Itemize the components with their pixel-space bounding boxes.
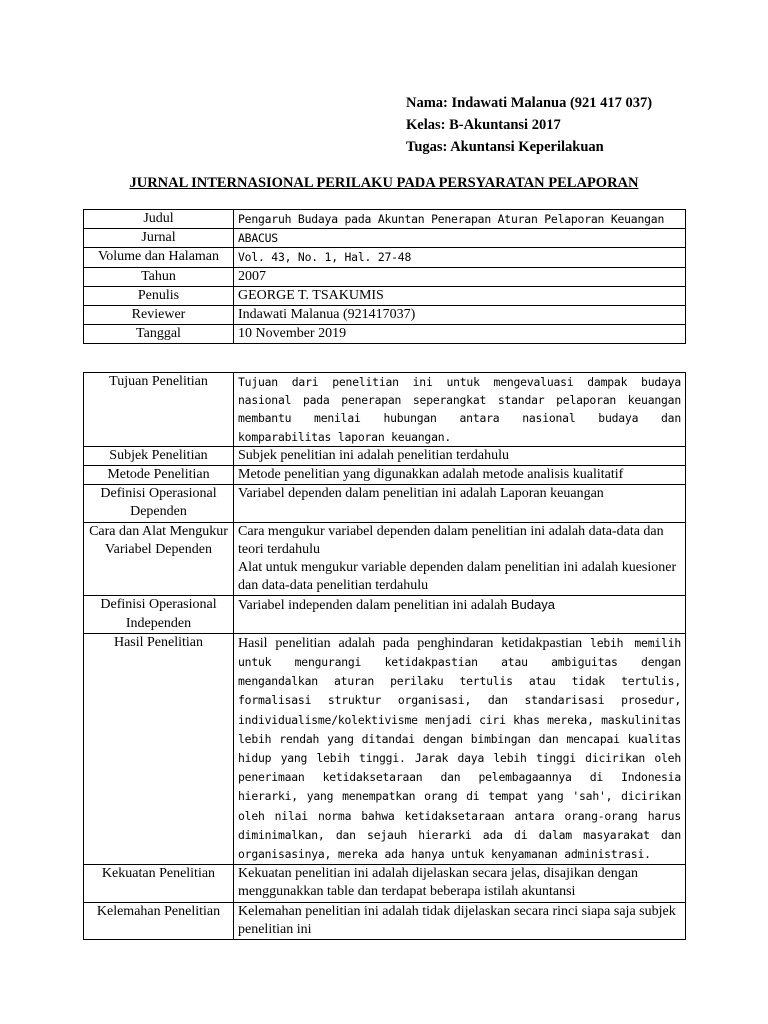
row-value: Vol. 43, No. 1, Hal. 27-48 <box>234 248 686 267</box>
row-value: Variabel dependen dalam penelitian ini adalah Laporan keuangan <box>234 485 686 522</box>
table-row <box>84 248 686 267</box>
row-label: Reviewer <box>84 306 234 325</box>
table-row <box>84 485 686 522</box>
measure-method-text: Cara mengukur variabel dependen dalam penelitian ini adalah data-data dan teori terdahulu <box>238 523 664 557</box>
row-label: Volume dan Halaman <box>84 248 234 267</box>
row-value: Kekuatan penelitian ini adalah dijelaskan secara jelas, disajikan dengan menggunakkan table dan terdapat beberapa istilah akuntansi <box>234 865 686 902</box>
row-value: 2007 <box>234 267 686 286</box>
independent-variable: Budaya <box>510 597 555 613</box>
row-label: Cara dan Alat Mengukur Variabel Dependen <box>84 522 234 596</box>
table-row <box>84 522 686 596</box>
table-row <box>84 466 686 485</box>
row-value: Metode penelitian yang digunakkan adalah metode analisis kualitatif <box>234 466 686 485</box>
row-value: Kelemahan penelitian ini adalah tidak dijelaskan secara rinci siapa saja subjek penelitian ini <box>234 902 686 939</box>
table-row <box>84 267 686 286</box>
row-label: Tujuan Penelitian <box>84 373 234 447</box>
row-label: Tahun <box>84 267 234 286</box>
row-label: Hasil Penelitian <box>84 633 234 864</box>
author-name: Nama: Indawati Malanua (921 417 037) <box>406 95 653 111</box>
row-label: Definisi Operasional Independen <box>84 596 234 633</box>
row-label: Jurnal <box>84 229 234 248</box>
assignment-title: Tugas: Akuntansi Keperilakuan <box>406 139 604 155</box>
measure-tool-text: Alat untuk mengukur variable dependen dalam penelitian ini adalah kuesioner dan data-data penelitian terdahulu <box>238 560 677 594</box>
result-text-lead: Hasil penelitian adalah pada penghindaran ketidakpastian <box>238 635 591 651</box>
row-value: Pengaruh Budaya pada Akuntan Penerapan Aturan Pelaporan Keuangan <box>234 210 686 229</box>
result-text-body: lebih memilih untuk mengurangi ketidakpastian atau ambiguitas dengan mengandalkan aturan perilaku tertulis atau tidak tertulis, formalisasi struktur organisasi, dan standarisasi prosedur, individualisme/kolektivisme menjadi ciri khas mereka, maskulinitas lebih rendah yang ditandai dengan bimbingan dan mencapai kualitas hidup yang lebih tinggi. Jarak daya lebih tinggi dicirikan oleh penerimaan ketidaksetaraan dan pelembagaannya di Indonesia hierarki, yang menempatkan orang di tempat yang 'sah', dicirikan oleh nilai norma bahwa ketidaksetaraan antara orang-orang harus diminimalkan, dan sejauh hierarki ada di dalam masyarakat dan organisasinya, mereka ada hanya untuk kenyamanan administrasi. <box>238 635 681 862</box>
row-label: Judul <box>84 210 234 229</box>
author-header <box>406 92 652 158</box>
table-row <box>84 229 686 248</box>
table-row <box>84 210 686 229</box>
row-label: Metode Penelitian <box>84 466 234 485</box>
table-row <box>84 902 686 939</box>
table-row <box>84 596 686 633</box>
table-row <box>84 446 686 465</box>
table-row <box>84 373 686 447</box>
review-table <box>83 372 686 940</box>
row-label: Definisi Operasional Dependen <box>84 485 234 522</box>
table-row <box>84 286 686 305</box>
journal-info-table <box>83 209 686 344</box>
row-value <box>234 596 686 633</box>
row-label: Subjek Penelitian <box>84 446 234 465</box>
row-value <box>234 633 686 864</box>
table-row <box>84 633 686 864</box>
row-label: Kekuatan Penelitian <box>84 865 234 902</box>
table-row <box>84 865 686 902</box>
row-value <box>234 522 686 596</box>
author-class: Kelas: B-Akuntansi 2017 <box>406 117 561 133</box>
row-value: Indawati Malanua (921417037) <box>234 306 686 325</box>
document-title: JURNAL INTERNASIONAL PERILAKU PADA PERSYARATAN PELAPORAN <box>129 175 639 191</box>
row-value: ABACUS <box>234 229 686 248</box>
row-value: Subjek penelitian ini adalah penelitian terdahulu <box>234 446 686 465</box>
row-value: GEORGE T. TSAKUMIS <box>234 286 686 305</box>
row-label: Tanggal <box>84 325 234 344</box>
independent-text: Variabel independen dalam penelitian ini adalah <box>238 598 511 614</box>
row-label: Penulis <box>84 286 234 305</box>
row-label: Kelemahan Penelitian <box>84 902 234 939</box>
row-value: Tujuan dari penelitian ini untuk mengevaluasi dampak budaya nasional pada penerapan seperangkat standar pelaporan keuangan membantu menilai hubungan antara nasional budaya dan komparabilitas laporan keuangan. <box>234 373 686 447</box>
table-row <box>84 306 686 325</box>
table-row <box>84 325 686 344</box>
row-value: 10 November 2019 <box>234 325 686 344</box>
